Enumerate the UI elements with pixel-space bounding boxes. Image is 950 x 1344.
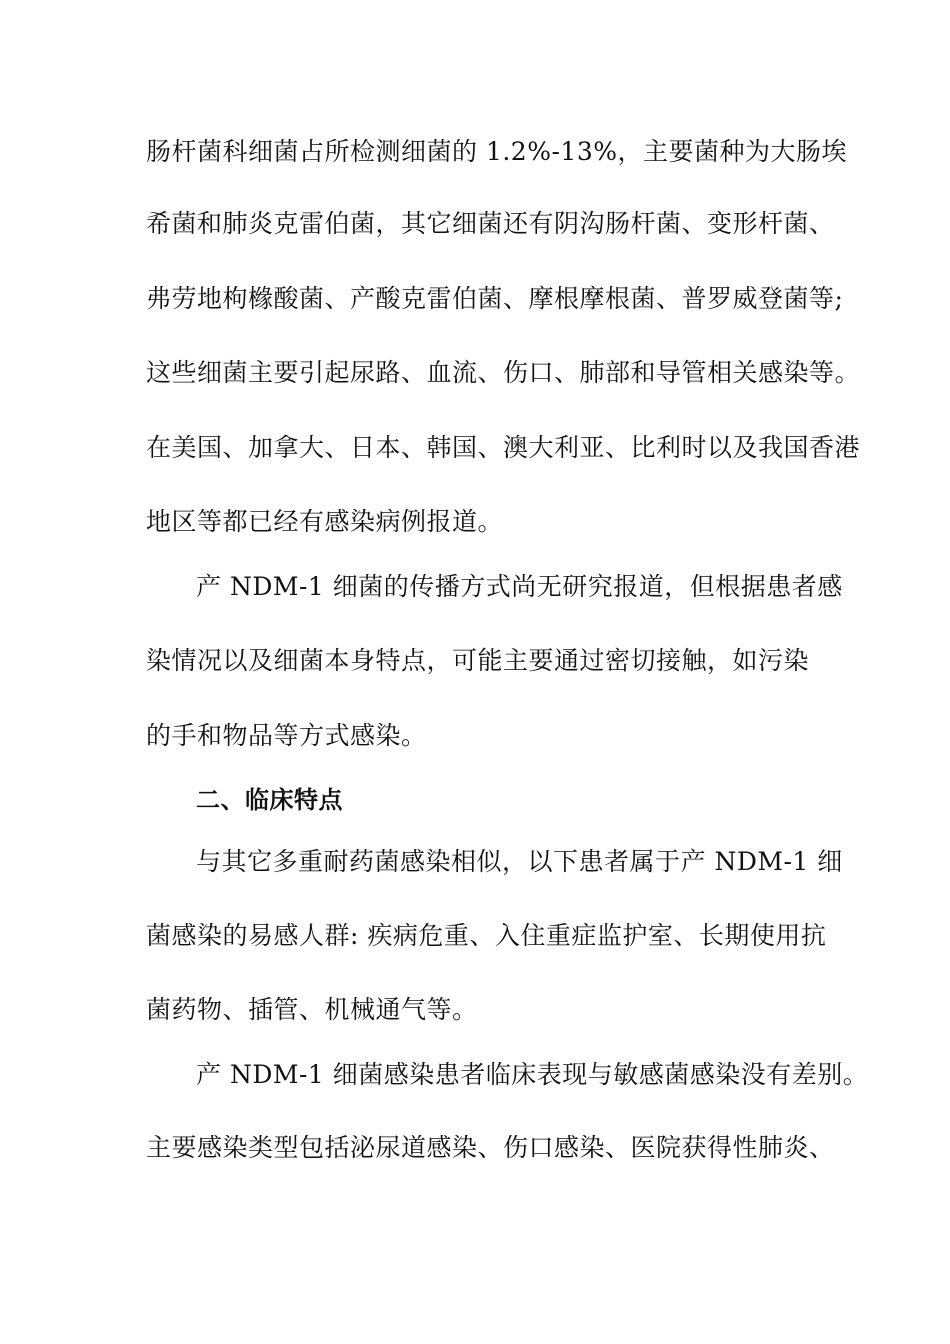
paragraph-line: 肠杆菌科细菌占所检测细菌的 1.2%-13%，主要菌种为大肠埃 xyxy=(146,137,847,166)
paragraph-line: 菌药物、插管、机械通气等。 xyxy=(146,995,478,1024)
paragraph-line: 的手和物品等方式感染。 xyxy=(146,721,427,750)
paragraph-line: 产 NDM-1 细菌的传播方式尚无研究报道，但根据患者感 xyxy=(196,572,843,601)
paragraph-line: 在美国、加拿大、日本、韩国、澳大利亚、比利时以及我国香港 xyxy=(146,433,861,462)
paragraph-line: 产 NDM-1 细菌感染患者临床表现与敏感菌感染没有差别。 xyxy=(196,1060,869,1089)
paragraph-line: 染情况以及细菌本身特点，可能主要通过密切接触，如污染 xyxy=(146,646,810,675)
paragraph-line: 地区等都已经有感染病例报道。 xyxy=(146,507,504,536)
paragraph-line: 菌感染的易感人群: 疾病危重、入住重症监护室、长期使用抗 xyxy=(146,921,827,950)
paragraph-line: 希菌和肺炎克雷伯菌，其它细菌还有阴沟肠杆菌、变形杆菌、 xyxy=(146,209,835,238)
section-heading: 二、临床特点 xyxy=(196,786,343,814)
paragraph-line: 与其它多重耐药菌感染相似，以下患者属于产 NDM-1 细 xyxy=(196,847,843,876)
paragraph-line: 这些细菌主要引起尿路、血流、伤口、肺部和导管相关感染等。 xyxy=(146,358,861,387)
paragraph-line: 主要感染类型包括泌尿道感染、伤口感染、医院获得性肺炎、 xyxy=(146,1133,835,1162)
paragraph-line: 弗劳地枸橼酸菌、产酸克雷伯菌、摩根摩根菌、普罗威登菌等; xyxy=(146,284,844,313)
